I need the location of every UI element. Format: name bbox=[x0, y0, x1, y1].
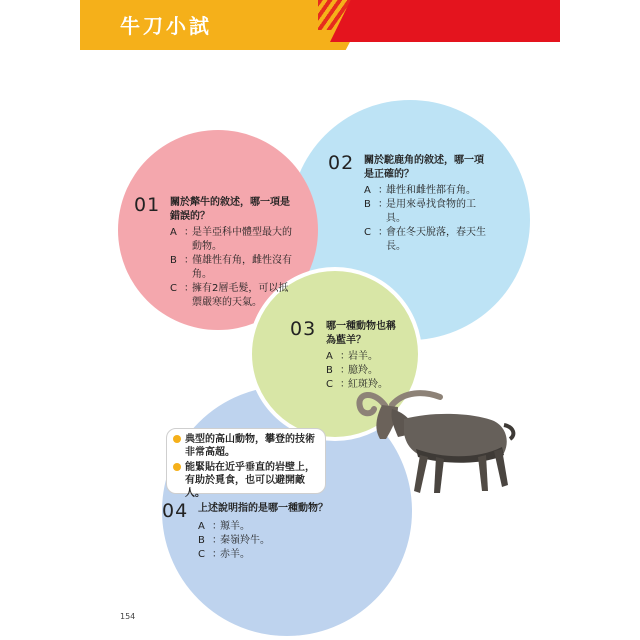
option-text: 雄性和雌性都有角。 bbox=[386, 185, 476, 196]
question-number: 03 bbox=[290, 318, 317, 340]
option-key: C bbox=[326, 379, 333, 390]
option-text: 紅斑羚。 bbox=[348, 379, 388, 390]
question-2 bbox=[328, 154, 492, 254]
option-a[interactable]: A ： 羱羊。 bbox=[198, 520, 362, 534]
header-banner bbox=[0, 0, 640, 50]
option-key: B bbox=[326, 365, 333, 376]
page-number: 154 bbox=[120, 612, 136, 621]
option-key: A bbox=[198, 521, 205, 532]
option-a[interactable]: A ： 雄性和雌性都有角。 bbox=[364, 184, 492, 198]
bullet-icon bbox=[173, 435, 181, 443]
option-text: 羱羊。 bbox=[220, 521, 250, 532]
option-key: A bbox=[364, 185, 371, 196]
option-text: 臆羚。 bbox=[348, 365, 378, 376]
option-b[interactable]: B ： 是用來尋找食物的工具。 bbox=[364, 198, 492, 226]
option-c[interactable]: C ： 擁有2層毛髮，可以抵禦嚴寒的天氣。 bbox=[170, 282, 294, 310]
question-text: 哪一種動物也稱為藍羊？ bbox=[326, 321, 396, 346]
option-key: B bbox=[198, 535, 205, 546]
question-number: 04 bbox=[162, 500, 189, 522]
option-c[interactable]: C ： 赤羊。 bbox=[198, 548, 362, 562]
option-key: C bbox=[198, 549, 205, 560]
option-c[interactable]: C ： 紅斑羚。 bbox=[326, 378, 400, 392]
option-key: C bbox=[170, 283, 177, 294]
option-key: B bbox=[364, 199, 371, 210]
question-number: 01 bbox=[134, 194, 161, 216]
question-number: 02 bbox=[328, 152, 355, 174]
header-stripes bbox=[318, 0, 388, 30]
option-text: 赤羊。 bbox=[220, 549, 250, 560]
option-text: 擁有2層毛髮，可以抵禦嚴寒的天氣。 bbox=[192, 283, 289, 308]
option-text: 岩羊。 bbox=[348, 351, 378, 362]
option-key: B bbox=[170, 255, 177, 266]
goat-illustration bbox=[354, 385, 524, 505]
option-text: 是用來尋找食物的工具。 bbox=[386, 199, 476, 224]
option-a[interactable]: A ： 岩羊。 bbox=[326, 350, 400, 364]
tip-item bbox=[173, 433, 319, 459]
option-key: C bbox=[364, 227, 371, 238]
tips-box bbox=[166, 428, 326, 499]
option-b[interactable]: B ： 僅雄性有角，雌性沒有角。 bbox=[170, 255, 292, 280]
bullet-icon bbox=[173, 463, 181, 471]
option-a[interactable]: A ： 是羊亞科中體型最大的動物。 bbox=[170, 227, 292, 252]
question-3 bbox=[290, 320, 400, 392]
option-b[interactable]: B ： 臆羚。 bbox=[326, 364, 400, 378]
option-text: 僅雄性有角，雌性沒有角。 bbox=[192, 255, 292, 280]
tip-text: 能緊貼在近乎垂直的岩壁上，有助於覓食，也可以避開敵人。 bbox=[185, 462, 315, 499]
question-1 bbox=[134, 196, 294, 310]
option-text: 是羊亞科中體型最大的動物。 bbox=[192, 227, 292, 252]
question-text: 關於犛牛的敘述，哪一項是錯誤的？ bbox=[170, 197, 290, 222]
option-text: 會在冬天脫落，春天生長。 bbox=[386, 227, 486, 252]
option-key: A bbox=[326, 351, 333, 362]
question-text: 上述說明指的是哪一種動物？ bbox=[198, 503, 328, 514]
option-b[interactable]: B ： 秦嶺羚牛。 bbox=[198, 534, 362, 548]
question-text: 關於駝鹿角的敘述，哪一項是正確的？ bbox=[364, 155, 484, 180]
option-text: 秦嶺羚牛。 bbox=[220, 535, 270, 546]
question-4 bbox=[162, 502, 362, 562]
page-title: 牛刀小試 bbox=[120, 14, 212, 38]
option-c[interactable]: C ： 會在冬天脫落，春天生長。 bbox=[364, 226, 492, 254]
tip-item bbox=[173, 461, 319, 500]
option-key: A bbox=[170, 227, 177, 238]
tip-text: 典型的高山動物，攀登的技術非常高超。 bbox=[185, 434, 315, 458]
